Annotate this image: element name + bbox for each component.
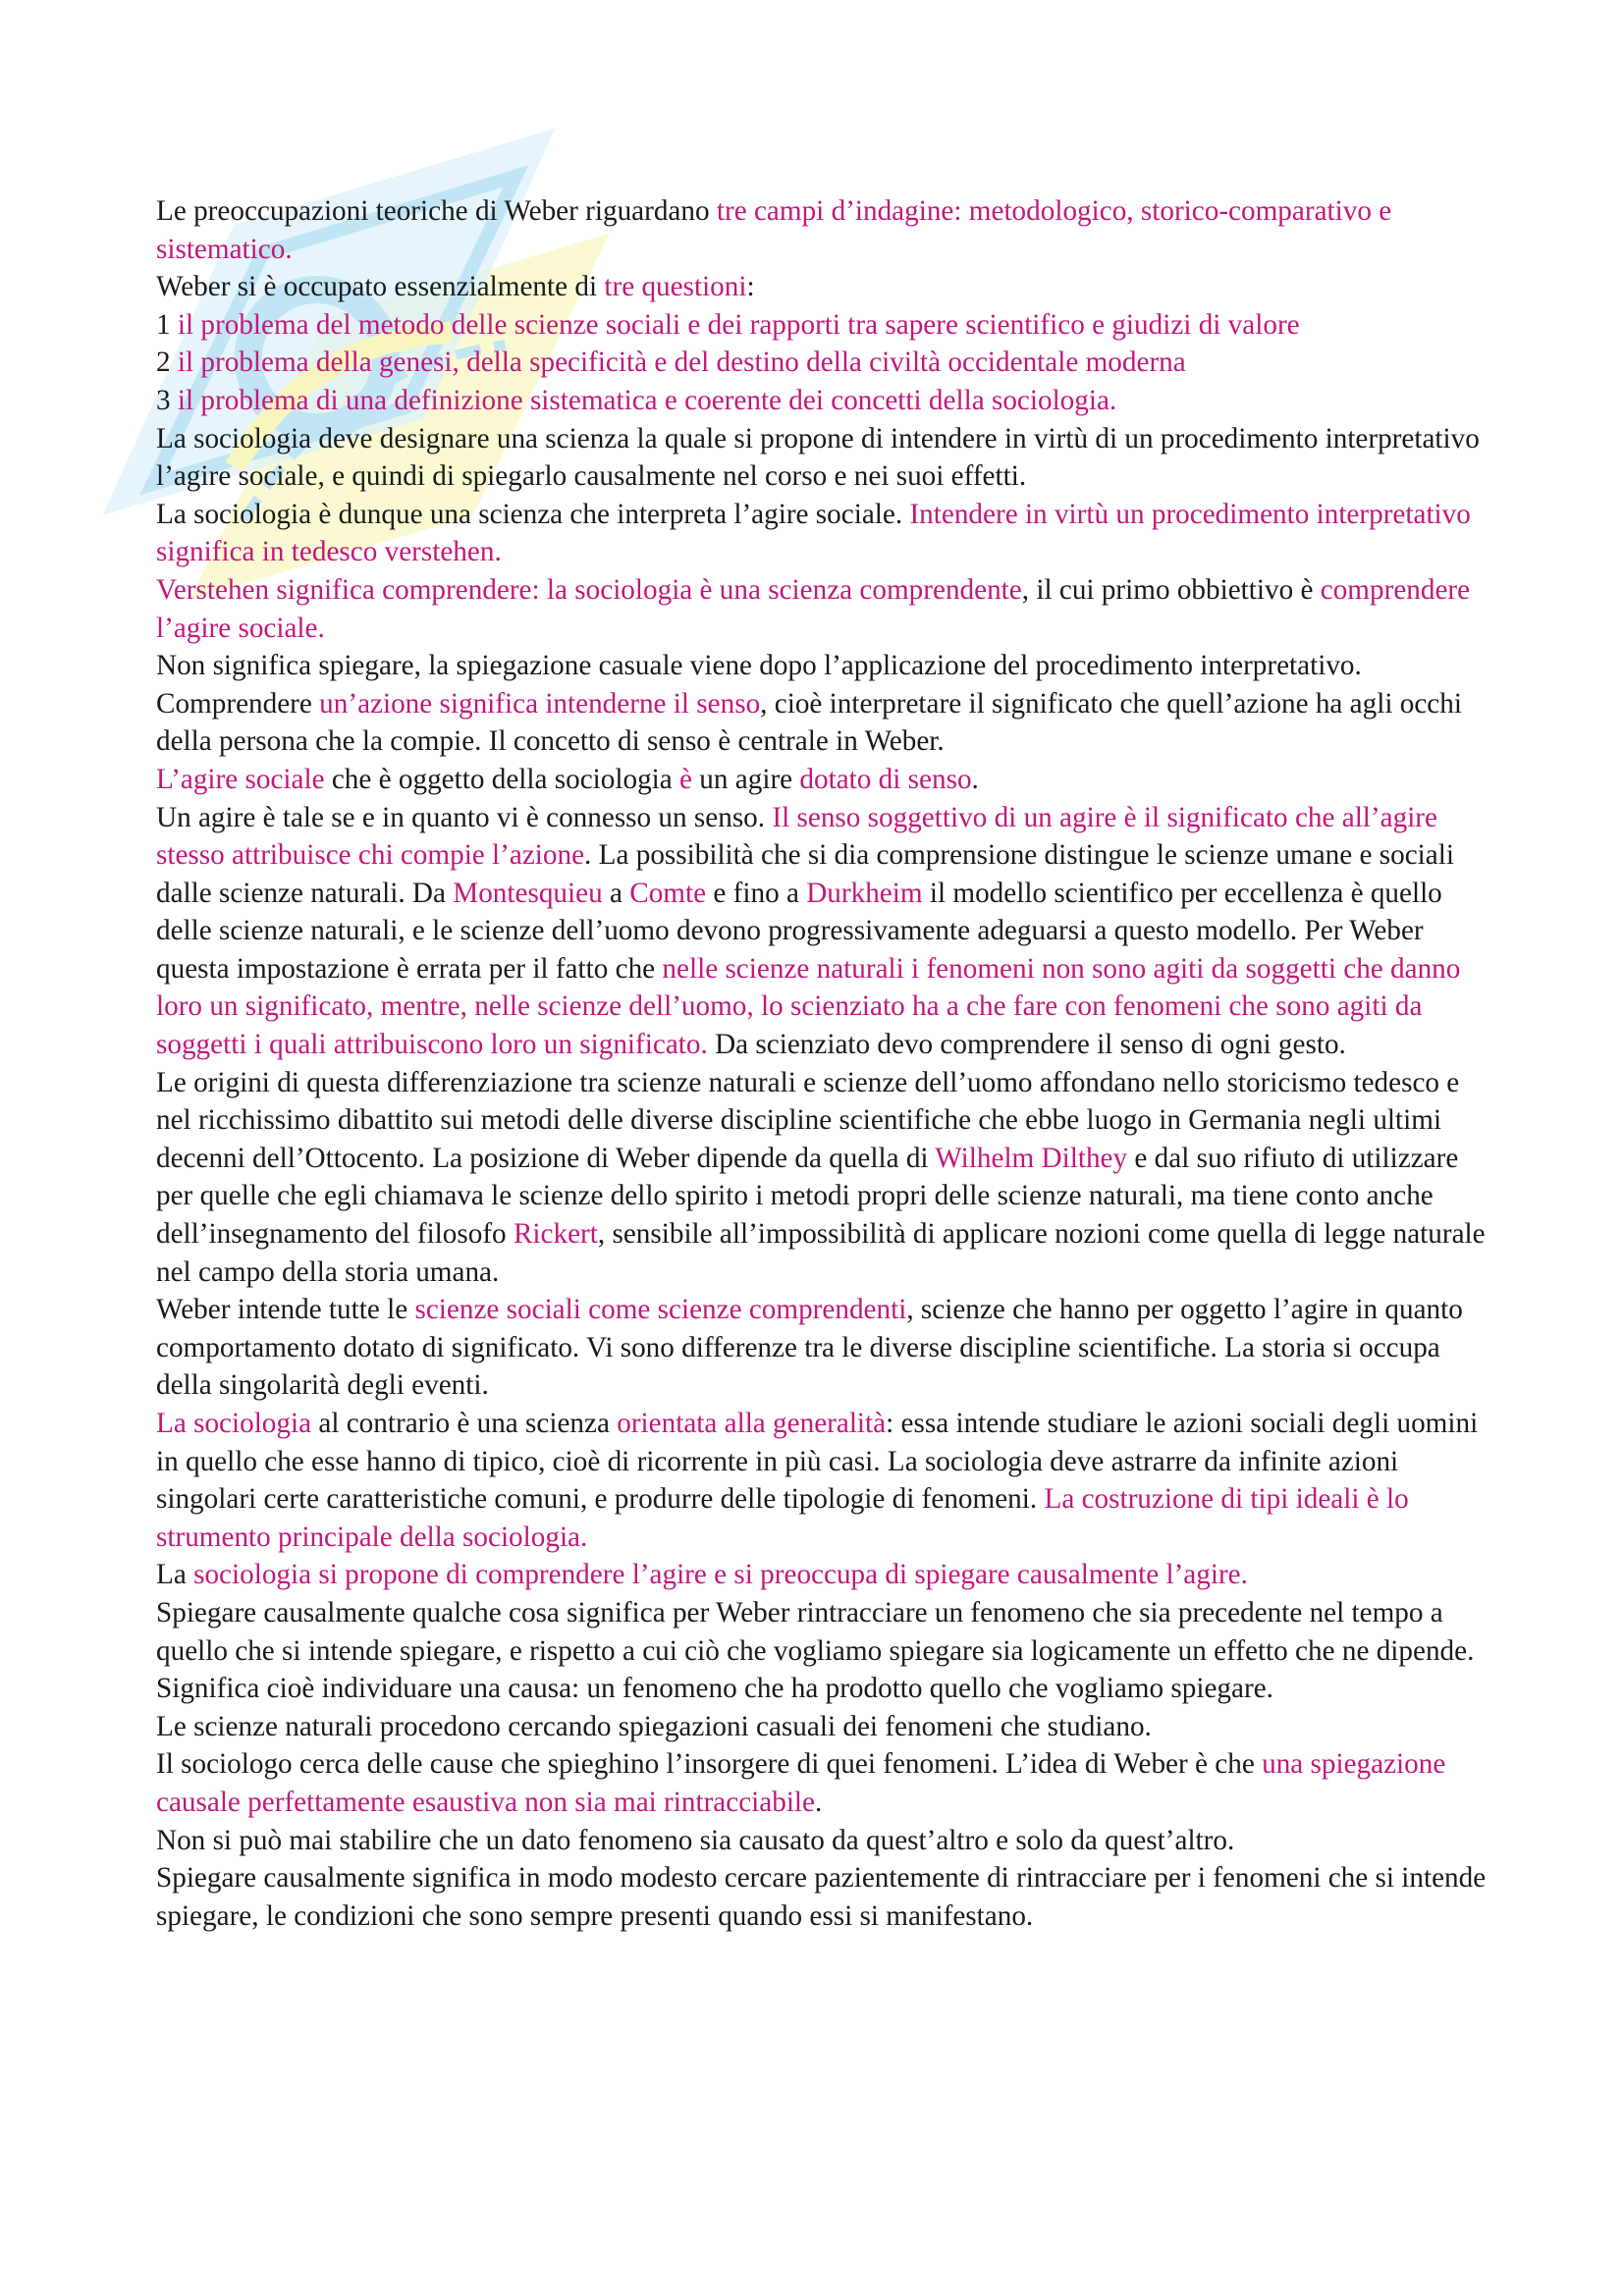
highlighted-text: nelle scienze naturali i fenomeni non sono agiti da soggetti che danno loro un significato, mentre, nelle scienze dell’uomo, lo scienziato ha a che fare con fenomeni che sono agiti da soggetti i quali attribuiscono loro un significato. [156, 952, 1461, 1061]
body-text: , scienze che hanno per oggetto l’agire in quanto comportamento dotato di significato. Vi sono differenze tra le diverse discipline scientifiche. La storia si occupa della singolarità degli eventi. [156, 1294, 1463, 1402]
highlighted-text: il problema della genesi, della specificità e del destino della civiltà occidentale moderna [177, 347, 1186, 379]
body-text: Non si può mai stabilire che un dato fenomeno sia causato da quest’altro e solo da quest’altro. [156, 1824, 1235, 1856]
body-text: : [746, 271, 755, 303]
highlighted-text: Intendere in virtù un procedimento interpretativo significa in tedesco verstehen. [156, 498, 1471, 568]
body-text: . [815, 1786, 823, 1818]
body-text: Weber si è occupato essenzialmente di [156, 271, 605, 303]
paragraph [156, 1291, 1491, 1405]
highlighted-text: Il senso soggettivo di un agire è il significato che all’agire stesso attribuisce chi compie l’azione [156, 801, 1437, 872]
body-text: Spiegare causalmente qualche cosa significa per Weber rintracciare un fenomeno che sia precedente nel tempo a quello che si intende spiegare, e rispetto a cui ciò che vogliamo spiegare sia logicamente un effetto che ne dipende. Significa cioè individuare una causa: un fenomeno che ha prodotto quello che vogliamo spiegare. [156, 1596, 1475, 1705]
highlighted-text: il problema del metodo delle scienze sociali e dei rapporti tra sapere scientifico e giudizi di valore [177, 308, 1300, 341]
body-text: Un agire è tale se e in quanto vi è connesso un senso. [156, 801, 773, 833]
highlighted-text: Verstehen significa comprendere: la sociologia è una scienza comprendente [156, 573, 1022, 606]
body-text: , il cui primo obbiettivo è [1021, 573, 1321, 606]
paragraph [156, 1822, 1491, 1860]
paragraph [156, 1405, 1491, 1556]
highlighted-text: La costruzione di tipi ideali è lo strumento principale della sociologia. [156, 1483, 1409, 1553]
body-text: il modello scientifico per eccellenza è quello delle scienze naturali, e le scienze dell’uomo devono progressivamente adeguarsi a questo modello. Per Weber questa impostazione è errata per il fatto che [156, 877, 1442, 985]
body-text: : essa intende studiare le azioni sociali degli uomini in quello che esse hanno di tipico, cioè di ricorrente in più casi. La sociologia deve astrarre da infinite azioni singolari certe caratteristiche comuni, e produrre delle tipologie di fenomeni. [156, 1408, 1479, 1516]
paragraph [156, 192, 1491, 268]
body-text: che è oggetto della sociologia [324, 763, 680, 795]
highlighted-text: Wilhelm Dilthey [935, 1142, 1128, 1174]
body-text: Il sociologo cerca delle cause che spieghino l’insorgere di quei fenomeni. L’idea di Weber è che [156, 1748, 1263, 1781]
highlighted-text: L’agire sociale [156, 763, 325, 795]
paragraph [156, 761, 1491, 799]
paragraph [156, 1859, 1491, 1935]
paragraph [156, 799, 1491, 1064]
body-text: . [971, 763, 979, 795]
body-text: a [602, 877, 630, 909]
highlighted-text: una spiegazione causale perfettamente esaustiva non sia mai rintracciabile [156, 1748, 1446, 1818]
paragraph [156, 268, 1491, 306]
paragraph [156, 647, 1491, 761]
paragraph [156, 1556, 1491, 1594]
highlighted-text: La sociologia [156, 1408, 312, 1439]
body-text: La sociologia è dunque una scienza che interpreta l’agire sociale. [156, 498, 910, 530]
highlighted-text: Rickert [513, 1218, 598, 1251]
paragraph [156, 306, 1491, 345]
highlighted-text: orientata alla generalità [617, 1408, 887, 1439]
body-text: La sociologia deve designare una scienza la quale si propone di intendere in virtù di un procedimento interpretativo l’agire sociale, e quindi di spiegarlo causalmente nel corso e nei suoi effetti. [156, 422, 1480, 493]
body-text: Le scienze naturali procedono cercando spiegazioni casuali dei fenomeni che studiano. [156, 1710, 1152, 1742]
body-text: Non significa spiegare, la spiegazione casuale viene dopo l’applicazione del procedimento interpretativo. Comprendere [156, 650, 1362, 720]
body-text: , cioè interpretare il significato che quell’azione ha agli occhi della persona che la compie. Il concetto di senso è centrale in Weber. [156, 687, 1462, 758]
paragraph [156, 1064, 1491, 1292]
highlighted-text: comprendere l’agire sociale. [156, 573, 1471, 644]
highlighted-text: tre questioni [604, 271, 747, 303]
body-text: e fino a [706, 877, 807, 909]
body-text: Da scienziato devo comprendere il senso di ogni gesto. [707, 1029, 1346, 1061]
highlighted-text: dotato di senso [799, 763, 972, 795]
body-text: 2 [156, 347, 178, 379]
body-text: La [156, 1559, 194, 1591]
body-text: e dal suo rifiuto di utilizzare per quelle che egli chiamava le scienze dello spirito i metodi propri delle scienze naturali, ma tiene conto anche dell’insegnamento del filosofo [156, 1142, 1459, 1251]
highlighted-text: Comte [629, 877, 707, 909]
body-text: Le origini di questa differenziazione tra scienze naturali e scienze dell’uomo affondano nello storicismo tedesco e nel ricchissimo dibattito sui metodi delle diverse discipline scientifiche che ebbe luogo in Germania negli ultimi decenni dell’Ottocento. La posizione di Weber dipende da quella di [156, 1066, 1460, 1174]
paragraph [156, 1594, 1491, 1708]
highlighted-text: Durkheim [806, 877, 923, 909]
body-text: 1 [156, 308, 178, 341]
highlighted-text: è [679, 763, 692, 795]
body-text: , sensibile all’impossibilità di applicare nozioni come quella di legge naturale nel campo della storia umana. [156, 1218, 1486, 1288]
paragraph [156, 420, 1491, 496]
highlighted-text: scienze sociali come scienze comprendenti [414, 1294, 907, 1326]
body-text: 3 [156, 384, 178, 416]
body-text: al contrario è una scienza [311, 1408, 618, 1439]
paragraph [156, 496, 1491, 571]
highlighted-text: il problema di una definizione sistematica e coerente dei concetti della sociologia. [177, 384, 1117, 416]
body-text: Spiegare causalmente significa in modo modesto cercare pazientemente di rintracciare per i fenomeni che si intende spiegare, le condizioni che sono sempre presenti quando essi si manifestano. [156, 1862, 1487, 1932]
paragraph [156, 571, 1491, 647]
body-text: Weber intende tutte le [156, 1294, 415, 1326]
highlighted-text: tre campi d’indagine: metodologico, storico-comparativo e sistematico. [156, 195, 1392, 265]
highlighted-text: un’azione significa intenderne il senso [319, 687, 761, 720]
paragraph [156, 344, 1491, 382]
highlighted-text: Montesquieu [453, 877, 603, 909]
highlighted-text: sociologia si propone di comprendere l’agire e si preoccupa di spiegare causalmente l’agire. [193, 1559, 1248, 1591]
body-text: Le preoccupazioni teoriche di Weber riguardano [156, 195, 717, 227]
document-body [156, 192, 1491, 1935]
paragraph [156, 1708, 1491, 1746]
body-text: un agire [692, 763, 800, 795]
paragraph [156, 1745, 1491, 1821]
body-text: . La possibilità che si dia comprensione distingue le scienze umane e sociali dalle scienze naturali. Da [156, 839, 1454, 909]
paragraph [156, 382, 1491, 420]
